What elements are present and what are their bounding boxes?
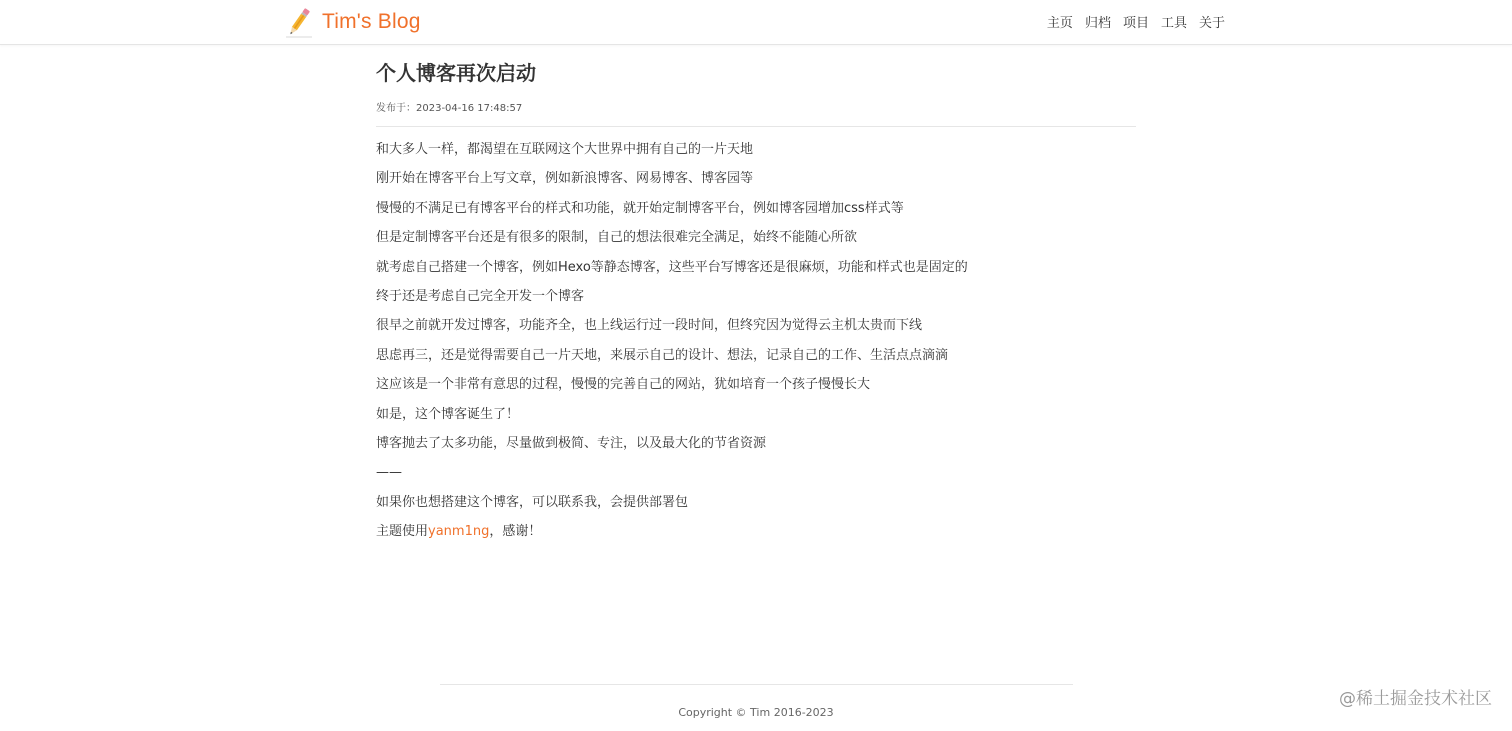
- post-paragraph: ——: [376, 465, 402, 481]
- post-date: 2023-04-16 17:48:57: [416, 103, 523, 114]
- post-title: 个人博客再次启动: [376, 61, 536, 85]
- nav-projects[interactable]: 项目: [1122, 15, 1149, 31]
- post-paragraph: 这应该是一个非常有意思的过程，慢慢的完善自己的网站，犹如培育一个孩子慢慢长大: [376, 377, 871, 393]
- nav-about[interactable]: 关于: [1198, 15, 1225, 31]
- post-paragraph: 慢慢的不满足已有博客平台的样式和功能，就开始定制博客平台，例如博客园增加css样式等: [376, 200, 904, 216]
- watermark: @稀土掘金技术社区: [1339, 689, 1492, 709]
- brand-title: Tim's Blog: [322, 10, 421, 33]
- post-paragraph-credit: [376, 517, 1136, 546]
- post-body: [376, 135, 1136, 547]
- post-divider: [376, 126, 1136, 127]
- post-article: [376, 56, 1136, 547]
- nav-tools[interactable]: 工具: [1160, 15, 1187, 31]
- theme-author-link[interactable]: yanm1ng: [428, 524, 490, 540]
- site-header: [0, 0, 1512, 45]
- post-meta-label: 发布于：: [376, 103, 416, 114]
- credit-suffix: ，感谢！: [489, 524, 542, 540]
- post-paragraph: 很早之前就开发过博客，功能齐全，也上线运行过一段时间，但终究因为觉得云主机太贵而下线: [376, 318, 923, 334]
- post-paragraph: 终于还是考虑自己完全开发一个博客: [376, 289, 585, 305]
- post-paragraph: 就考虑自己搭建一个博客，例如Hexo等静态博客，这些平台写博客还是很麻烦，功能和样式也是固定的: [376, 259, 968, 275]
- post-meta: [376, 101, 1136, 117]
- brand-link[interactable]: [282, 4, 421, 40]
- credit-prefix: 主题使用: [376, 524, 429, 540]
- post-paragraph: 博客抛去了太多功能，尽量做到极简、专注，以及最大化的节省资源: [376, 436, 767, 452]
- footer-divider: [440, 684, 1073, 685]
- post-paragraph: 和大多人一样，都渴望在互联网这个大世界中拥有自己的一片天地: [376, 142, 754, 157]
- post-paragraph: 如果你也想搭建这个博客，可以联系我，会提供部署包: [376, 494, 689, 510]
- footer-copyright: Copyright © Tim 2016-2023: [678, 706, 834, 719]
- post-paragraph: 如是，这个博客诞生了！: [376, 406, 520, 422]
- post-paragraph: 刚开始在博客平台上写文章，例如新浪博客、网易博客、博客园等: [376, 171, 754, 187]
- pencil-icon: [282, 5, 316, 39]
- post-paragraph: 思虑再三，还是觉得需要自己一片天地，来展示自己的设计、想法，记录自己的工作、生活点点滴滴: [376, 347, 949, 363]
- post-paragraph: 但是定制博客平台还是有很多的限制，自己的想法很难完全满足，始终不能随心所欲: [376, 230, 858, 246]
- nav-home[interactable]: 主页: [1046, 15, 1073, 31]
- main-nav: [1035, 0, 1225, 42]
- nav-archive[interactable]: 归档: [1084, 15, 1111, 31]
